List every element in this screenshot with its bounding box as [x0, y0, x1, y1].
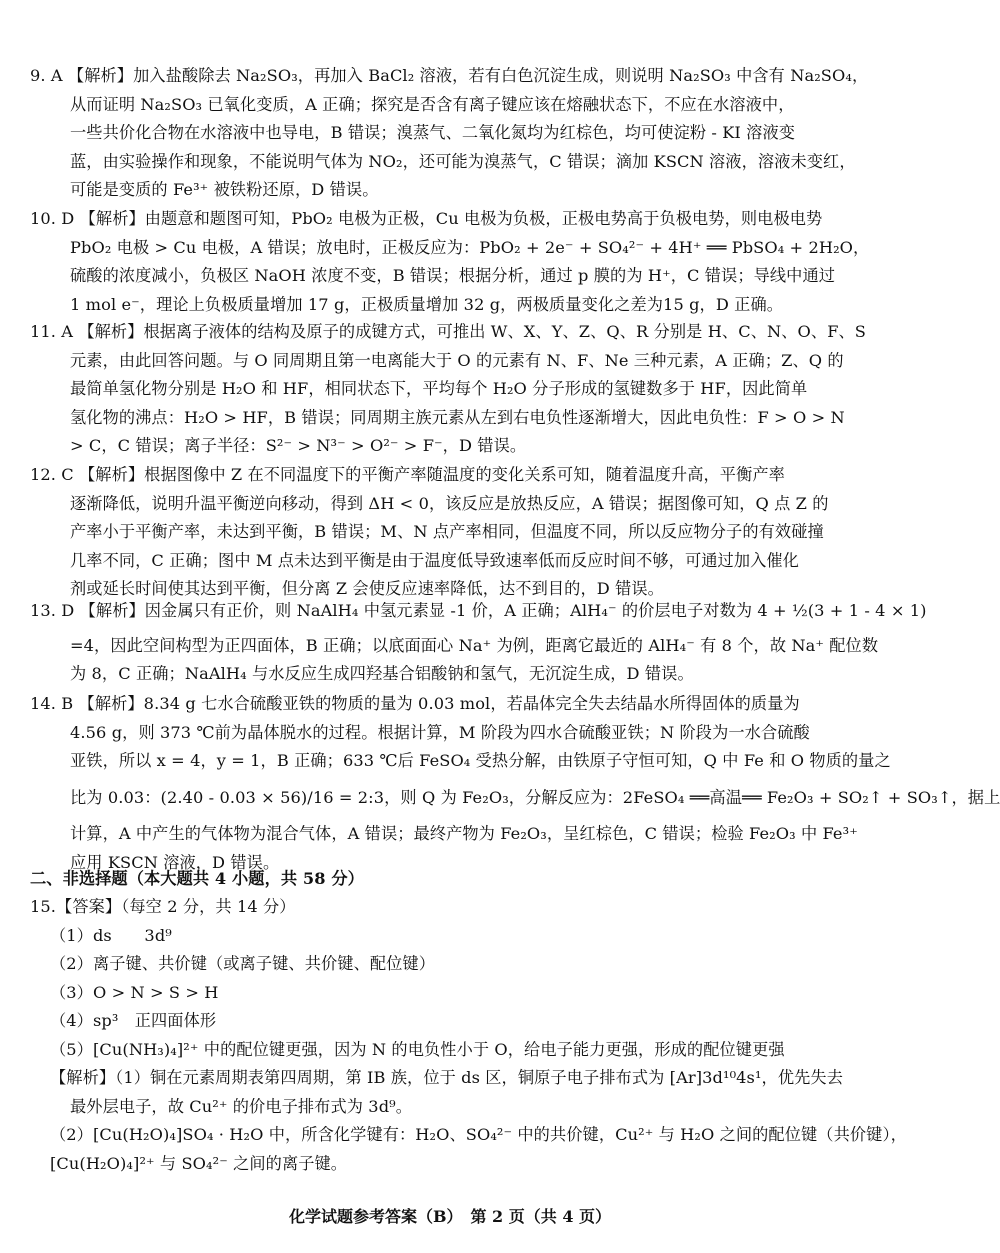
q14-line-4: 比为 0.03：(2.40 - 0.03 × 56)/16 = 2:3，则 Q 为 Fe₂O₃，分解反应为：2FeSO₄ ══高温══ Fe₂O₃ + SO₂↑ + SO₃↑，据上 [70, 787, 1000, 807]
question-12 [30, 461, 875, 604]
q13-line-1: 13. D 【解析】因金属只有正价，则 NaAlH₄ 中氢元素显 -1 价，A 正确；AlH₄⁻ 的价层电子对数为 4 + ½(3 + 1 - 4 × 1) [30, 601, 927, 620]
q11-line-5: > C，C 错误；离子半径：S²⁻ > N³⁻ > O²⁻ > F⁻，D 错误。 [70, 436, 527, 455]
q15-answer-1: （1）ds 3d⁹ [50, 925, 172, 945]
q9-line-4: 蓝，由实验操作和现象，不能说明气体为 NO₂，还可能为溴蒸气，C 错误；滴加 KSCN 溶液，溶液未变红， [70, 151, 856, 171]
q9-line-2: 从而证明 Na₂SO₃ 已氧化变质，A 正确；探究是否含有离子键应该在熔融状态下，不应在水溶液中， [70, 94, 795, 114]
q15-analysis-3: （2）[Cu(H₂O)₄]SO₄ · H₂O 中，所含化学键有：H₂O、SO₄²⁻ 中的共价键，Cu²⁺ 与 H₂O 之间的配位键（共价键）， [50, 1125, 907, 1144]
q12-line-2: 逐渐降低，说明升温平衡逆向移动，得到 ΔH < 0，该反应是放热反应，A 错误；据图像可知，Q 点 Z 的 [70, 493, 829, 513]
q11-line-3: 最简单氢化物分别是 H₂O 和 HF，相同状态下，平均每个 H₂O 分子形成的氢键数多于 HF，因此简单 [70, 379, 808, 398]
question-11 [30, 318, 875, 461]
q15-answer-4: （4）sp³ 正四面体形 [50, 1011, 217, 1030]
q15-analysis-1: 【解析】（1）铜在元素周期表第四周期，第 IB 族，位于 ds 区，铜原子电子排布式为 [Ar]3d¹⁰4s¹，优先失去 [50, 1068, 843, 1087]
section-2-heading [30, 865, 875, 894]
q15-answer-2: （2）离子键、共价键（或离子键、共价键、配位键） [50, 954, 436, 973]
q9-line-3: 一些共价化合物在水溶液中也导电，B 错误；溴蒸气、二氧化氮均为红棕色，均可使淀粉 - KI 溶液变 [70, 123, 796, 142]
q10-line-1: 10. D 【解析】由题意和题图可知，PbO₂ 电极为正极，Cu 电极为负极，正极电势高于负极电势，则电极电势 [30, 209, 823, 228]
q14-line-3: 亚铁，所以 x = 4，y = 1，B 正确；633 ℃后 FeSO₄ 受热分解，由铁原子守恒可知，Q 中 Fe 和 O 物质的量之 [70, 751, 891, 770]
question-10 [30, 205, 875, 319]
question-9 [30, 62, 875, 205]
q14-line-2: 4.56 g，则 373 ℃前为晶体脱水的过程。根据计算，M 阶段为四水合硫酸亚铁；N 阶段为一水合硫酸 [70, 722, 810, 742]
q11-line-2: 元素，由此回答问题。与 O 同周期且第一电离能大于 O 的元素有 N、F、Ne 三种元素，A 正确；Z、Q 的 [70, 350, 844, 370]
q15-analysis-4: [Cu(H₂O)₄]²⁺ 与 SO₄²⁻ 之间的离子键。 [50, 1153, 348, 1173]
q10-line-2: PbO₂ 电极 > Cu 电极，A 错误；放电时，正极反应为：PbO₂ + 2e⁻ + SO₄²⁻ + 4H⁺ ══ PbSO₄ + 2H₂O， [70, 237, 870, 257]
q14-line-6: 应用 KSCN 溶液，D 错误。 [70, 852, 280, 872]
question-13 [30, 597, 927, 689]
section-2-title: 二、非选择题（本大题共 4 小题，共 58 分） [30, 869, 364, 888]
q9-line-5: 可能是变质的 Fe³⁺ 被铁粉还原，D 错误。 [70, 180, 379, 199]
page-footer: 化学试题参考答案（B） 第 2 页（共 4 页） [288, 1207, 612, 1226]
q12-line-5: 剂或延长时间使其达到平衡，但分离 Z 会使反应速率降低，达不到目的，D 错误。 [70, 579, 664, 598]
q11-line-4: 氢化物的沸点：H₂O > HF，B 错误；同周期主族元素从左到右电负性逐渐增大，因此电负性：F > O > N [70, 407, 845, 427]
q15-answer-3: （3）O > N > S > H [50, 982, 219, 1002]
q15-header: 15.【答案】（每空 2 分，共 14 分） [30, 897, 296, 916]
q15-answer-5: （5）[Cu(NH₃)₄]²⁺ 中的配位键更强，因为 N 的电负性小于 O，给电子能力更强，形成的配位键更强 [50, 1039, 785, 1059]
q10-line-4: 1 mol e⁻，理论上负极质量增加 17 g，正极质量增加 32 g，两极质量变化之差为15 g，D 正确。 [70, 294, 784, 314]
q14-line-5: 计算，A 中产生的气体物为混合气体，A 错误；最终产物为 Fe₂O₃，呈红棕色，C 错误；检验 Fe₂O₃ 中 Fe³⁺ [70, 824, 858, 843]
q14-line-1: 14. B 【解析】8.34 g 七水合硫酸亚铁的物质的量为 0.03 mol，若晶体完全失去结晶水所得固体的质量为 [30, 694, 800, 713]
q13-line-2: =4，因此空间构型为正四面体，B 正确；以底面面心 Na⁺ 为例，距离它最近的 AlH₄⁻ 有 8 个，故 Na⁺ 配位数 [70, 635, 879, 655]
question-14 [30, 690, 1000, 877]
q9-line-1: 9. A 【解析】加入盐酸除去 Na₂SO₃，再加入 BaCl₂ 溶液，若有白色沉淀生成，则说明 Na₂SO₃ 中含有 Na₂SO₄， [30, 66, 869, 85]
q12-line-1: 12. C 【解析】根据图像中 Z 在不同温度下的平衡产率随温度的变化关系可知，随着温度升高，平衡产率 [30, 465, 785, 484]
q12-line-3: 产率小于平衡产率，未达到平衡，B 错误；M、N 点产率相同，但温度不同，所以反应物分子的有效碰撞 [70, 522, 824, 541]
q10-line-3: 硫酸的浓度减小，负极区 NaOH 浓度不变，B 错误；根据分析，通过 p 膜的为 H⁺，C 错误；导线中通过 [70, 266, 836, 285]
question-15 [30, 893, 907, 1178]
q15-analysis-2: 最外层电子，故 Cu²⁺ 的价电子排布式为 3d⁹。 [70, 1096, 413, 1116]
q12-line-4: 几率不同，C 正确；图中 M 点未达到平衡是由于温度低导致速率低而反应时间不够，可通过加入催化 [70, 550, 799, 570]
q13-line-3: 为 8，C 正确；NaAlH₄ 与水反应生成四羟基合铝酸钠和氢气，无沉淀生成，D 错误。 [70, 664, 694, 683]
q11-line-1: 11. A 【解析】根据离子液体的结构及原子的成键方式，可推出 W、X、Y、Z、Q、R 分别是 H、C、N、O、F、S [30, 322, 866, 341]
